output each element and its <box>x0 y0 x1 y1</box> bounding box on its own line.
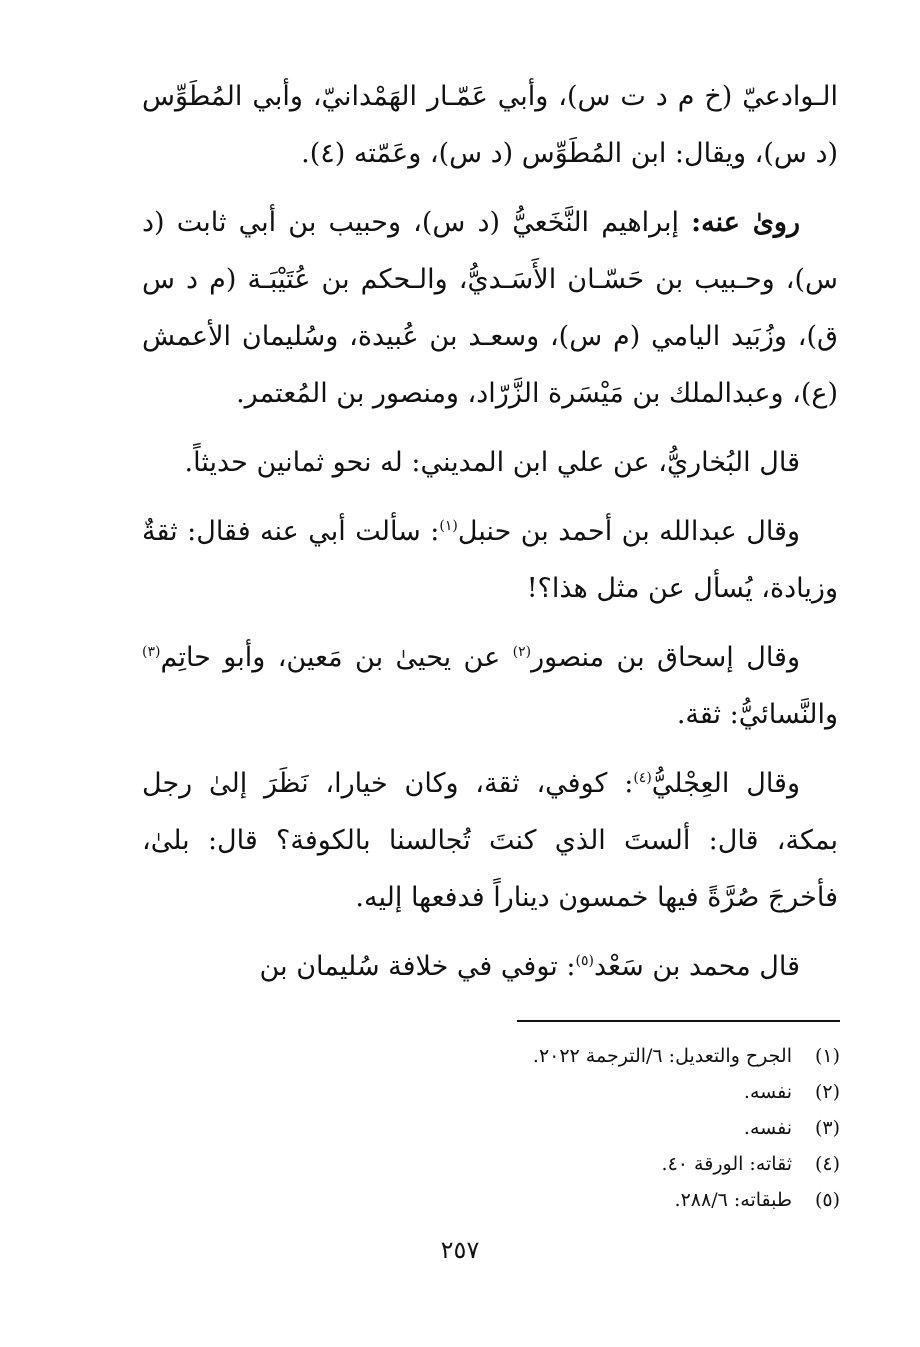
footnote-item <box>140 1038 840 1074</box>
paragraph-4-after: : سألت أبي عنه فقال: ثقةٌ وزيادة، يُسأل عن مثل هذا؟! <box>142 516 838 604</box>
footnote-number: (١) <box>814 1045 840 1067</box>
footnote-ref-5[interactable]: (٥) <box>575 953 594 969</box>
footnote-item <box>140 1182 840 1218</box>
paragraph-2-lead: روىٰ عنه: <box>691 207 800 238</box>
paragraph-6-after: : كوفي، ثقة، وكان خيارا، نَظَرَ إلىٰ رجل بمكة، قال: ألستَ الذي كنتَ تُجالسنا بالكوفة؟ قال: بلىٰ، فأخرجَ صُرَّةً فيها خمسون ديناراً فدفعها إليه. <box>142 768 838 913</box>
footnote-number: (٥) <box>814 1189 840 1211</box>
paragraph-5-after: والنَّسائيُّ: ثقة. <box>676 699 838 730</box>
paragraph-6 <box>142 755 838 926</box>
footnote-ref-1[interactable]: (١) <box>439 518 458 534</box>
footnote-divider <box>517 1020 840 1022</box>
paragraph-5-before: وقال إسحاق بن منصور <box>531 642 800 673</box>
paragraph-1-text: الـوادعيّ (خ م د ت س)، وأبي عَمّـار الهَمْدانيّ، وأبي المُطَوِّس (د س)، ويقال: ابن المُطَوِّس (د س)، وعَمّته (٤). <box>142 81 838 169</box>
footnote-item <box>140 1146 840 1182</box>
footnote-text: نفسه. <box>743 1081 792 1103</box>
footnote-number: (٣) <box>814 1117 840 1139</box>
footnote-ref-4[interactable]: (٤) <box>633 770 652 786</box>
paragraph-1 <box>142 68 838 182</box>
footnote-text: نفسه. <box>743 1117 792 1139</box>
footnote-ref-2[interactable]: (٢) <box>512 644 532 660</box>
paragraph-5 <box>142 629 838 743</box>
footnote-number: (٢) <box>814 1081 840 1103</box>
paragraph-7 <box>142 938 838 995</box>
page-number: ٢٥٧ <box>440 1236 480 1264</box>
footnote-text: ثقاته: الورقة ٤٠. <box>661 1153 792 1175</box>
footnote-number: (٤) <box>814 1153 840 1175</box>
paragraph-7-before: قال محمد بن سَعْد <box>593 951 800 982</box>
paragraph-3-text: قال البُخاريُّ، عن علي ابن المديني: له نحو ثمانين حديثاً. <box>184 447 800 478</box>
paragraph-3 <box>142 434 838 491</box>
footnotes <box>140 1038 840 1218</box>
paragraph-2 <box>142 194 838 422</box>
footnote-text: الجرح والتعديل: ٦/الترجمة ٢٠٢٢. <box>532 1045 792 1067</box>
footnote-ref-3[interactable]: (٣) <box>142 644 161 660</box>
main-text <box>142 68 838 1007</box>
paragraph-6-before: وقال العِجْليُّ <box>651 768 801 799</box>
footnote-text: طبقاته: ٢٨٨/٦. <box>674 1189 792 1211</box>
paragraph-7-after: : توفي في خلافة سُليمان بن <box>259 951 576 982</box>
paragraph-4-before: وقال عبدالله بن أحمد بن حنبل <box>457 516 800 547</box>
footnote-item <box>140 1074 840 1110</box>
paragraph-4 <box>142 503 838 617</box>
paragraph-2-text: إبراهيم النَّخَعيُّ (د س)، وحبيب بن أبي ثابت (د س)، وحـبيب بن حَسّـان الأَسَـديُّ، والـحكم بن عُتَيْبَـة (م د س ق)، وزُبَيد اليامي (م س)، وسعـد بن عُبيدة، وسُليمان الأعمش (ع)، وعبدالملك بن مَيْسَرة الزَّرّاد، ومنصور بن المُعتمر. <box>142 207 838 409</box>
footnote-item <box>140 1110 840 1146</box>
paragraph-5-middle: عن يحيىٰ بن مَعين، وأبو حاتِم <box>160 642 513 673</box>
